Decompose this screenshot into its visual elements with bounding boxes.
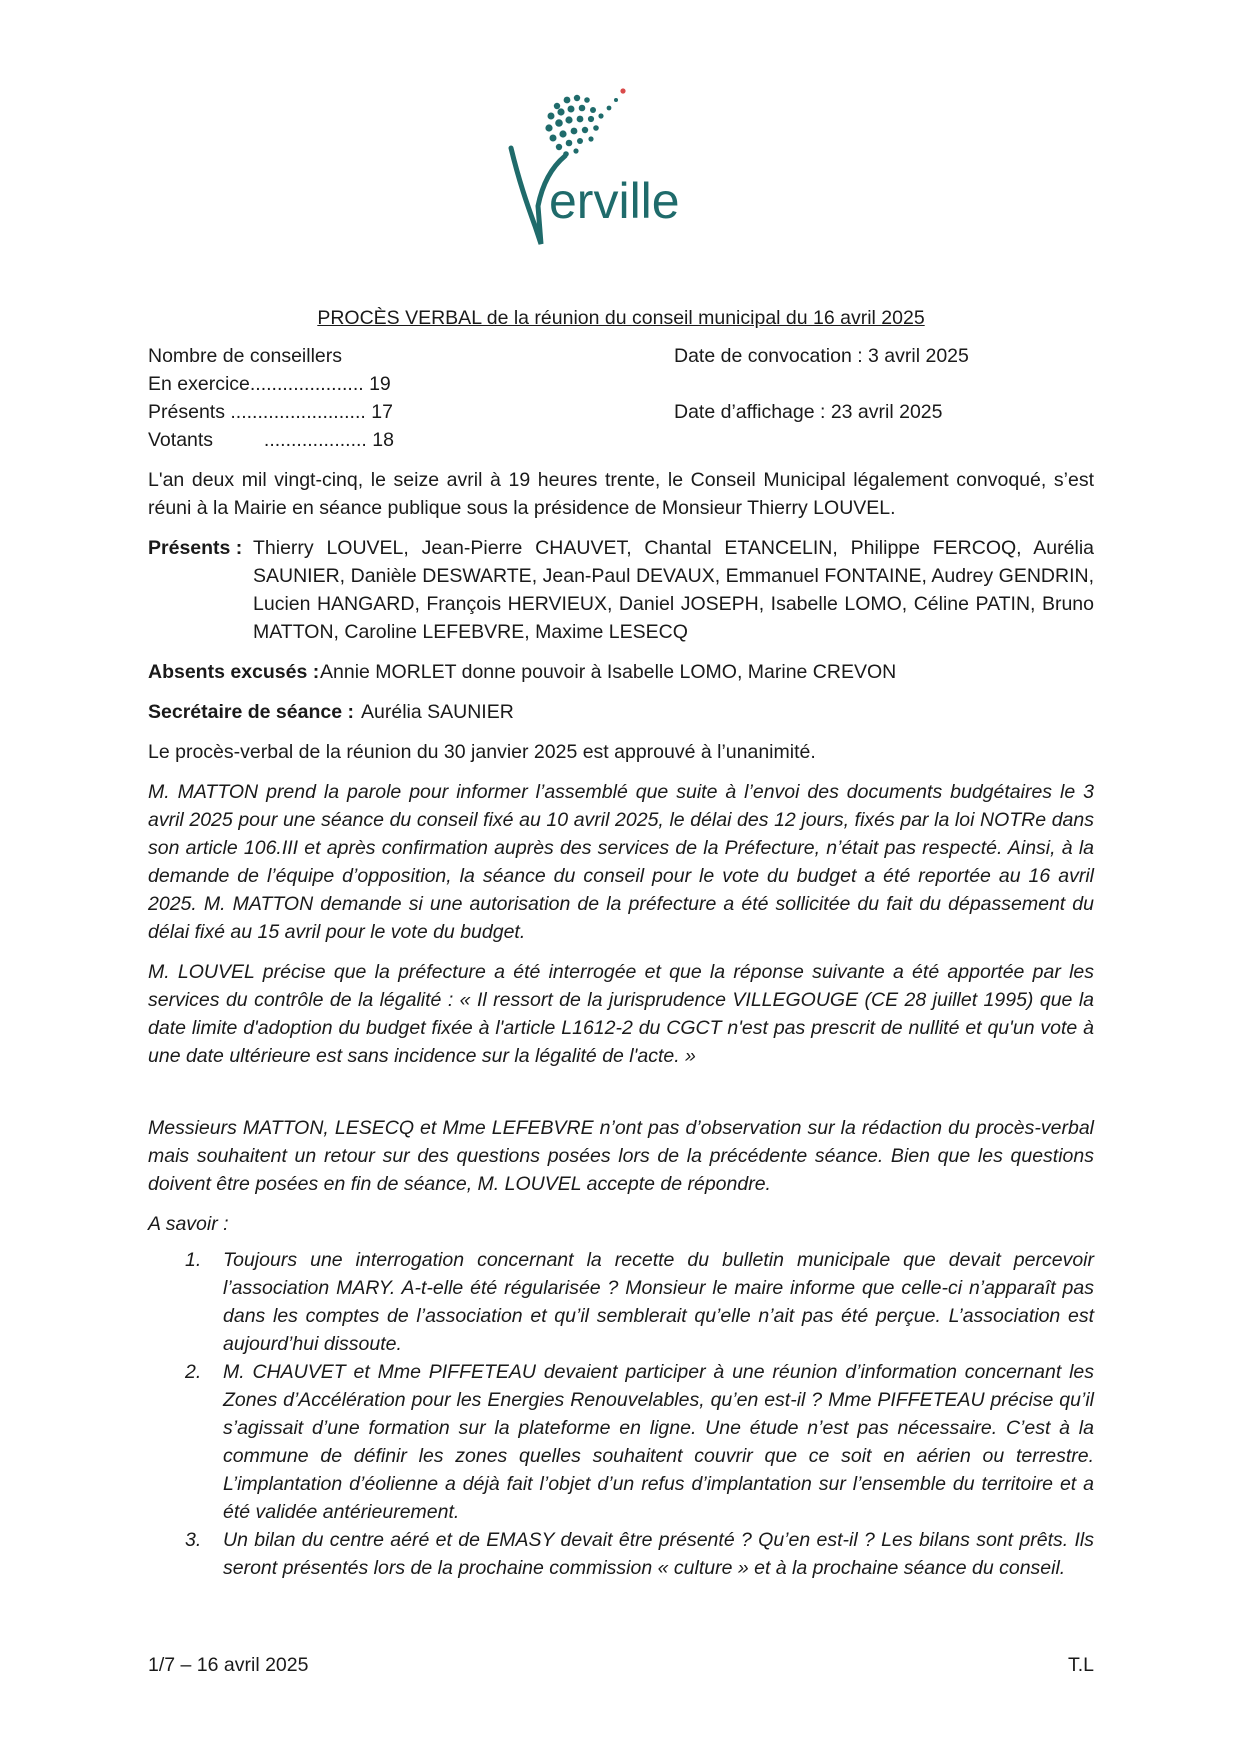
presents-label: Présents : xyxy=(148,537,243,559)
absents-list: Annie MORLET donne pouvoir à Isabelle LOMO, Marine CREVON xyxy=(320,661,897,683)
counts-right xyxy=(674,342,1094,454)
louvel-paragraph: M. LOUVEL précise que la préfecture a été interrogée et que la réponse suivante a été apportée par les services du contrôle de la légalité : « Il ressort de la jurisprudence VILLEGOUGE (CE 28 juillet 1995) que la date limite d'adoption du budget fixée à l'article L1612-2 du CGCT n'est pas prescrit de nullité et qu'un vote à une date ultérieure est sans incidence sur la légalité de l'acte. » xyxy=(148,961,1094,1067)
list-item-number: 3. xyxy=(185,1529,202,1551)
questions-list xyxy=(148,1246,1094,1582)
counts-left xyxy=(148,342,568,454)
list-item xyxy=(148,1246,1094,1358)
list-item-text: Un bilan du centre aéré et de EMASY devait être présenté ? Qu’en est-il ? Les bilans sont prêts. Ils seront présentés lors de la prochaine commission « culture » et à la prochaine séance du conseil. xyxy=(223,1529,1094,1579)
list-item-text: Toujours une interrogation concernant la recette du bulletin municipale que devait percevoir l’association MARY. A-t-elle été régularisée ? Monsieur le maire informe que celle-ci n’apparaît pas dans les comptes de l’association et qu’il semblerait qu’elle n’ait pas été perçue. L’association est aujourd’hui dissoute. xyxy=(223,1249,1094,1355)
counts-presents: Présents ......................... 17 xyxy=(148,401,393,423)
footer-initials: T.L xyxy=(1067,1654,1094,1676)
counts-exercice: En exercice..................... 19 xyxy=(148,373,391,395)
date-convocation: Date de convocation : 3 avril 2025 xyxy=(674,345,969,367)
list-item-text: M. CHAUVET et Mme PIFFETEAU devaient participer à une réunion d’information concernant les Zones d’Accélération pour les Energies Renouvelables, qu’en est-il ? Mme PIFFETEAU précise qu’il s’agissait d’une formation sur la plateforme en ligne. Une étude n’est pas nécessaire. C’est à la commune de définir les zones quelles souhaitent couvrir que ce soit en aérien ou terrestre. L’implantation d’éolienne a déjà fait l’objet d’un refus d’implantation sur l’ensemble du territoire et a été validée antérieurement. xyxy=(223,1361,1094,1523)
intro-paragraph: L'an deux mil vingt-cinq, le seize avril à 19 heures trente, le Conseil Municipal légalement convoqué, s’est réuni à la Mairie en séance publique sous la présidence de Monsieur Thierry LOUVEL. xyxy=(148,469,1094,519)
presents-list: Thierry LOUVEL, Jean-Pierre CHAUVET, Chantal ETANCELIN, Philippe FERCOQ, Aurélia SAUNIER, Danièle DESWARTE, Jean-Paul DEVAUX, Emmanuel FONTAINE, Audrey GENDRIN, Lucien HANGARD, François HERVIEUX, Daniel JOSEPH, Isabelle LOMO, Céline PATIN, Bruno MATTON, Caroline LEFEBVRE, Maxime LESECQ xyxy=(253,537,1094,643)
messieurs-paragraph: Messieurs MATTON, LESECQ et Mme LEFEBVRE n’ont pas d’observation sur la rédaction du procès-verbal mais souhaitent un retour sur des questions posées lors de la précédente séance. Bien que les questions doivent être posées en fin de séance, M. LOUVEL accepte de répondre. xyxy=(148,1117,1094,1195)
logo-red-dot xyxy=(620,88,625,93)
approval-paragraph: Le procès-verbal de la réunion du 30 janvier 2025 est approuvé à l’unanimité. xyxy=(148,741,816,763)
yerville-logo xyxy=(505,86,735,276)
document-title: PROCÈS VERBAL de la réunion du conseil municipal du 16 avril 2025 xyxy=(317,307,925,329)
page-footer xyxy=(148,1654,1094,1677)
list-item-number: 2. xyxy=(185,1361,202,1383)
votants-value: ................... 18 xyxy=(263,429,394,451)
document-body xyxy=(148,304,1094,1582)
a-savoir-label: A savoir : xyxy=(148,1213,229,1235)
logo-graphic xyxy=(505,86,735,276)
absents-label: Absents excusés : xyxy=(148,661,320,683)
counts-votants xyxy=(148,426,568,454)
votants-label: Votants xyxy=(148,429,214,451)
date-affichage: Date d’affichage : 23 avril 2025 xyxy=(674,401,943,423)
secretaire-name: Aurélia SAUNIER xyxy=(361,701,514,723)
list-item-number: 1. xyxy=(185,1249,202,1271)
list-item xyxy=(148,1358,1094,1526)
logo-dots-tree xyxy=(545,95,618,157)
council-counts xyxy=(148,342,1094,454)
absents-block xyxy=(148,658,1094,686)
secretaire-label: Secrétaire de séance : xyxy=(148,701,354,723)
secretaire-block xyxy=(148,698,1094,726)
presents-block xyxy=(148,534,1094,646)
footer-page-date: 1/7 – 16 avril 2025 xyxy=(148,1654,309,1676)
matton-paragraph: M. MATTON prend la parole pour informer l’assemblé que suite à l’envoi des documents budgétaires le 3 avril 2025 pour une séance du conseil fixé au 10 avril 2025, le délai des 12 jours, fixés par la loi NOTRe dans son article 106.III et après confirmation auprès des services de la Préfecture, n’était pas respecté. Ainsi, à la demande de l’équipe d’opposition, la séance du conseil pour le vote du budget a été reportée au 16 avril 2025. M. MATTON demande si une autorisation de la préfecture a été sollicitée du fait du dépassement du délai fixé au 15 avril pour le vote du budget. xyxy=(148,781,1094,943)
logo-wordmark: erville xyxy=(549,173,680,229)
counts-heading: Nombre de conseillers xyxy=(148,345,343,367)
list-item xyxy=(148,1526,1094,1582)
